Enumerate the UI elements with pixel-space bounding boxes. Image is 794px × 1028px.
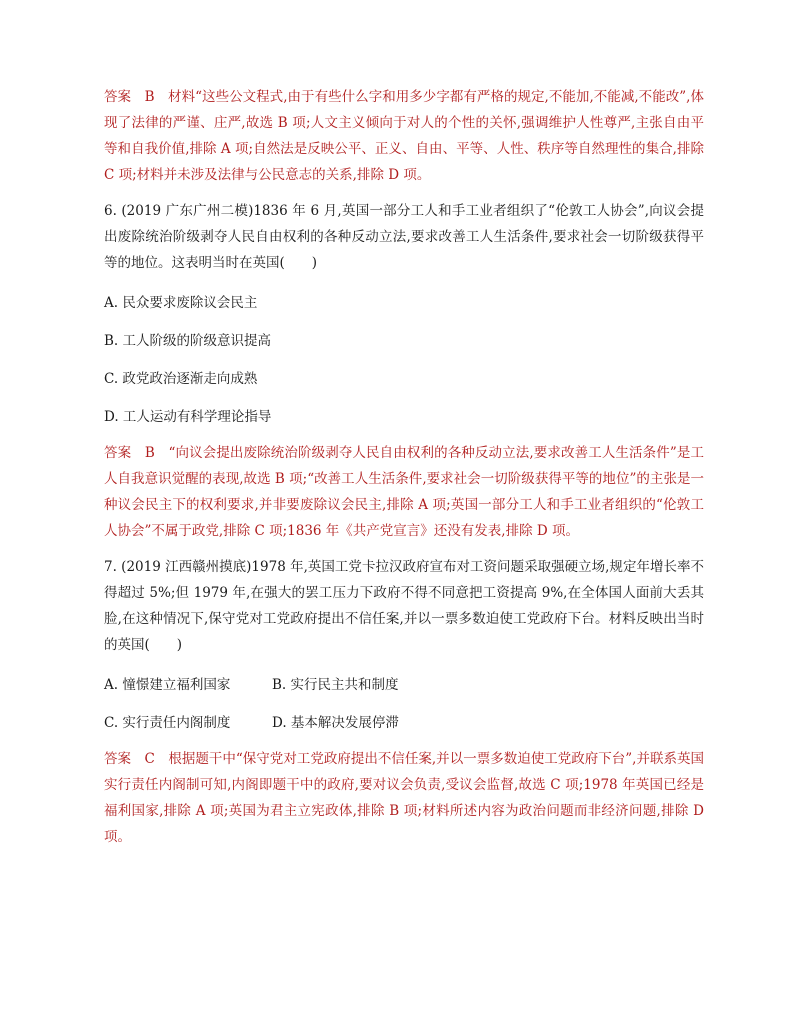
q7-option-a: A. 憧憬建立福利国家: [104, 677, 231, 693]
q7-options-row-2: [104, 712, 704, 734]
q6-option-b: B. 工人阶级的阶级意识提高: [104, 333, 272, 349]
answer-7: 答案 C 根据题干中“保守党对工党政府提出不信任案,并以一票多数迫使工党政府下台”,并联系英国实行责任内阁制可知,内阁即题干中的政府,要对议会负责,受议会监督,故选 C 项;1978 年英国已经是福利国家,排除 A 项;英国为君主立宪政体,排除 B 项;材料所述内容为政治问题而非经济问题,排除 D 项。: [104, 751, 704, 845]
q7-option-b: B. 实行民主共和制度: [272, 677, 399, 693]
document-page: [104, 84, 704, 850]
q7-option-d: D. 基本解决发展停滞: [272, 715, 399, 731]
q7-options-row-1: [104, 674, 704, 696]
q6-option-d: D. 工人运动有科学理论指导: [104, 409, 272, 425]
q6-option-a: A. 民众要求废除议会民主: [104, 295, 258, 311]
q7-option-c: C. 实行责任内阁制度: [104, 715, 231, 731]
question-7: 7. (2019 江西赣州摸底)1978 年,英国工党卡拉汉政府宣布对工资问题采取强硬立场,规定年增长率不得超过 5%;但 1979 年,在强大的罢工压力下政府不得不同意把工资提高 9%,在全体国人面前大丢其脸,在这种情况下,保守党对工党政府提出不信任案,并以一票多数迫使工党政府下台。材料反映出当时的英国( ): [104, 559, 704, 653]
answer-6: 答案 B “向议会提出废除统治阶级剥夺人民自由权利的各种反动立法,要求改善工人生活条件”是工人自我意识觉醒的表现,故选 B 项;“改善工人生活条件,要求社会一切阶级获得平等的地位”的主张是一种议会民主下的权利要求,并非要废除议会民主,排除 A 项;英国一部分工人和手工业者组织的“伦敦工人协会”不属于政党,排除 C 项;1836 年《共产党宣言》还没有发表,排除 D 项。: [104, 445, 704, 539]
q6-option-c: C. 政党政治逐渐走向成熟: [104, 371, 258, 387]
question-6: 6. (2019 广东广州二模)1836 年 6 月,英国一部分工人和手工业者组织了“伦敦工人协会”,向议会提出废除统治阶级剥夺人民自由权利的各种反动立法,要求改善工人生活条件,要求社会一切阶级获得平等的地位。这表明当时在英国( ): [104, 203, 704, 271]
answer-5: 答案 B 材料“这些公文程式,由于有些什么字和用多少字都有严格的规定,不能加,不能减,不能改”,体现了法律的严谨、庄严,故选 B 项;人文主义倾向于对人的个性的关怀,强调维护人性尊严,主张自由平等和自我价值,排除 A 项;自然法是反映公平、正义、自由、平等、人性、秩序等自然理性的集合,排除 C 项;材料并未涉及法律与公民意志的关系,排除 D 项。: [104, 89, 704, 183]
